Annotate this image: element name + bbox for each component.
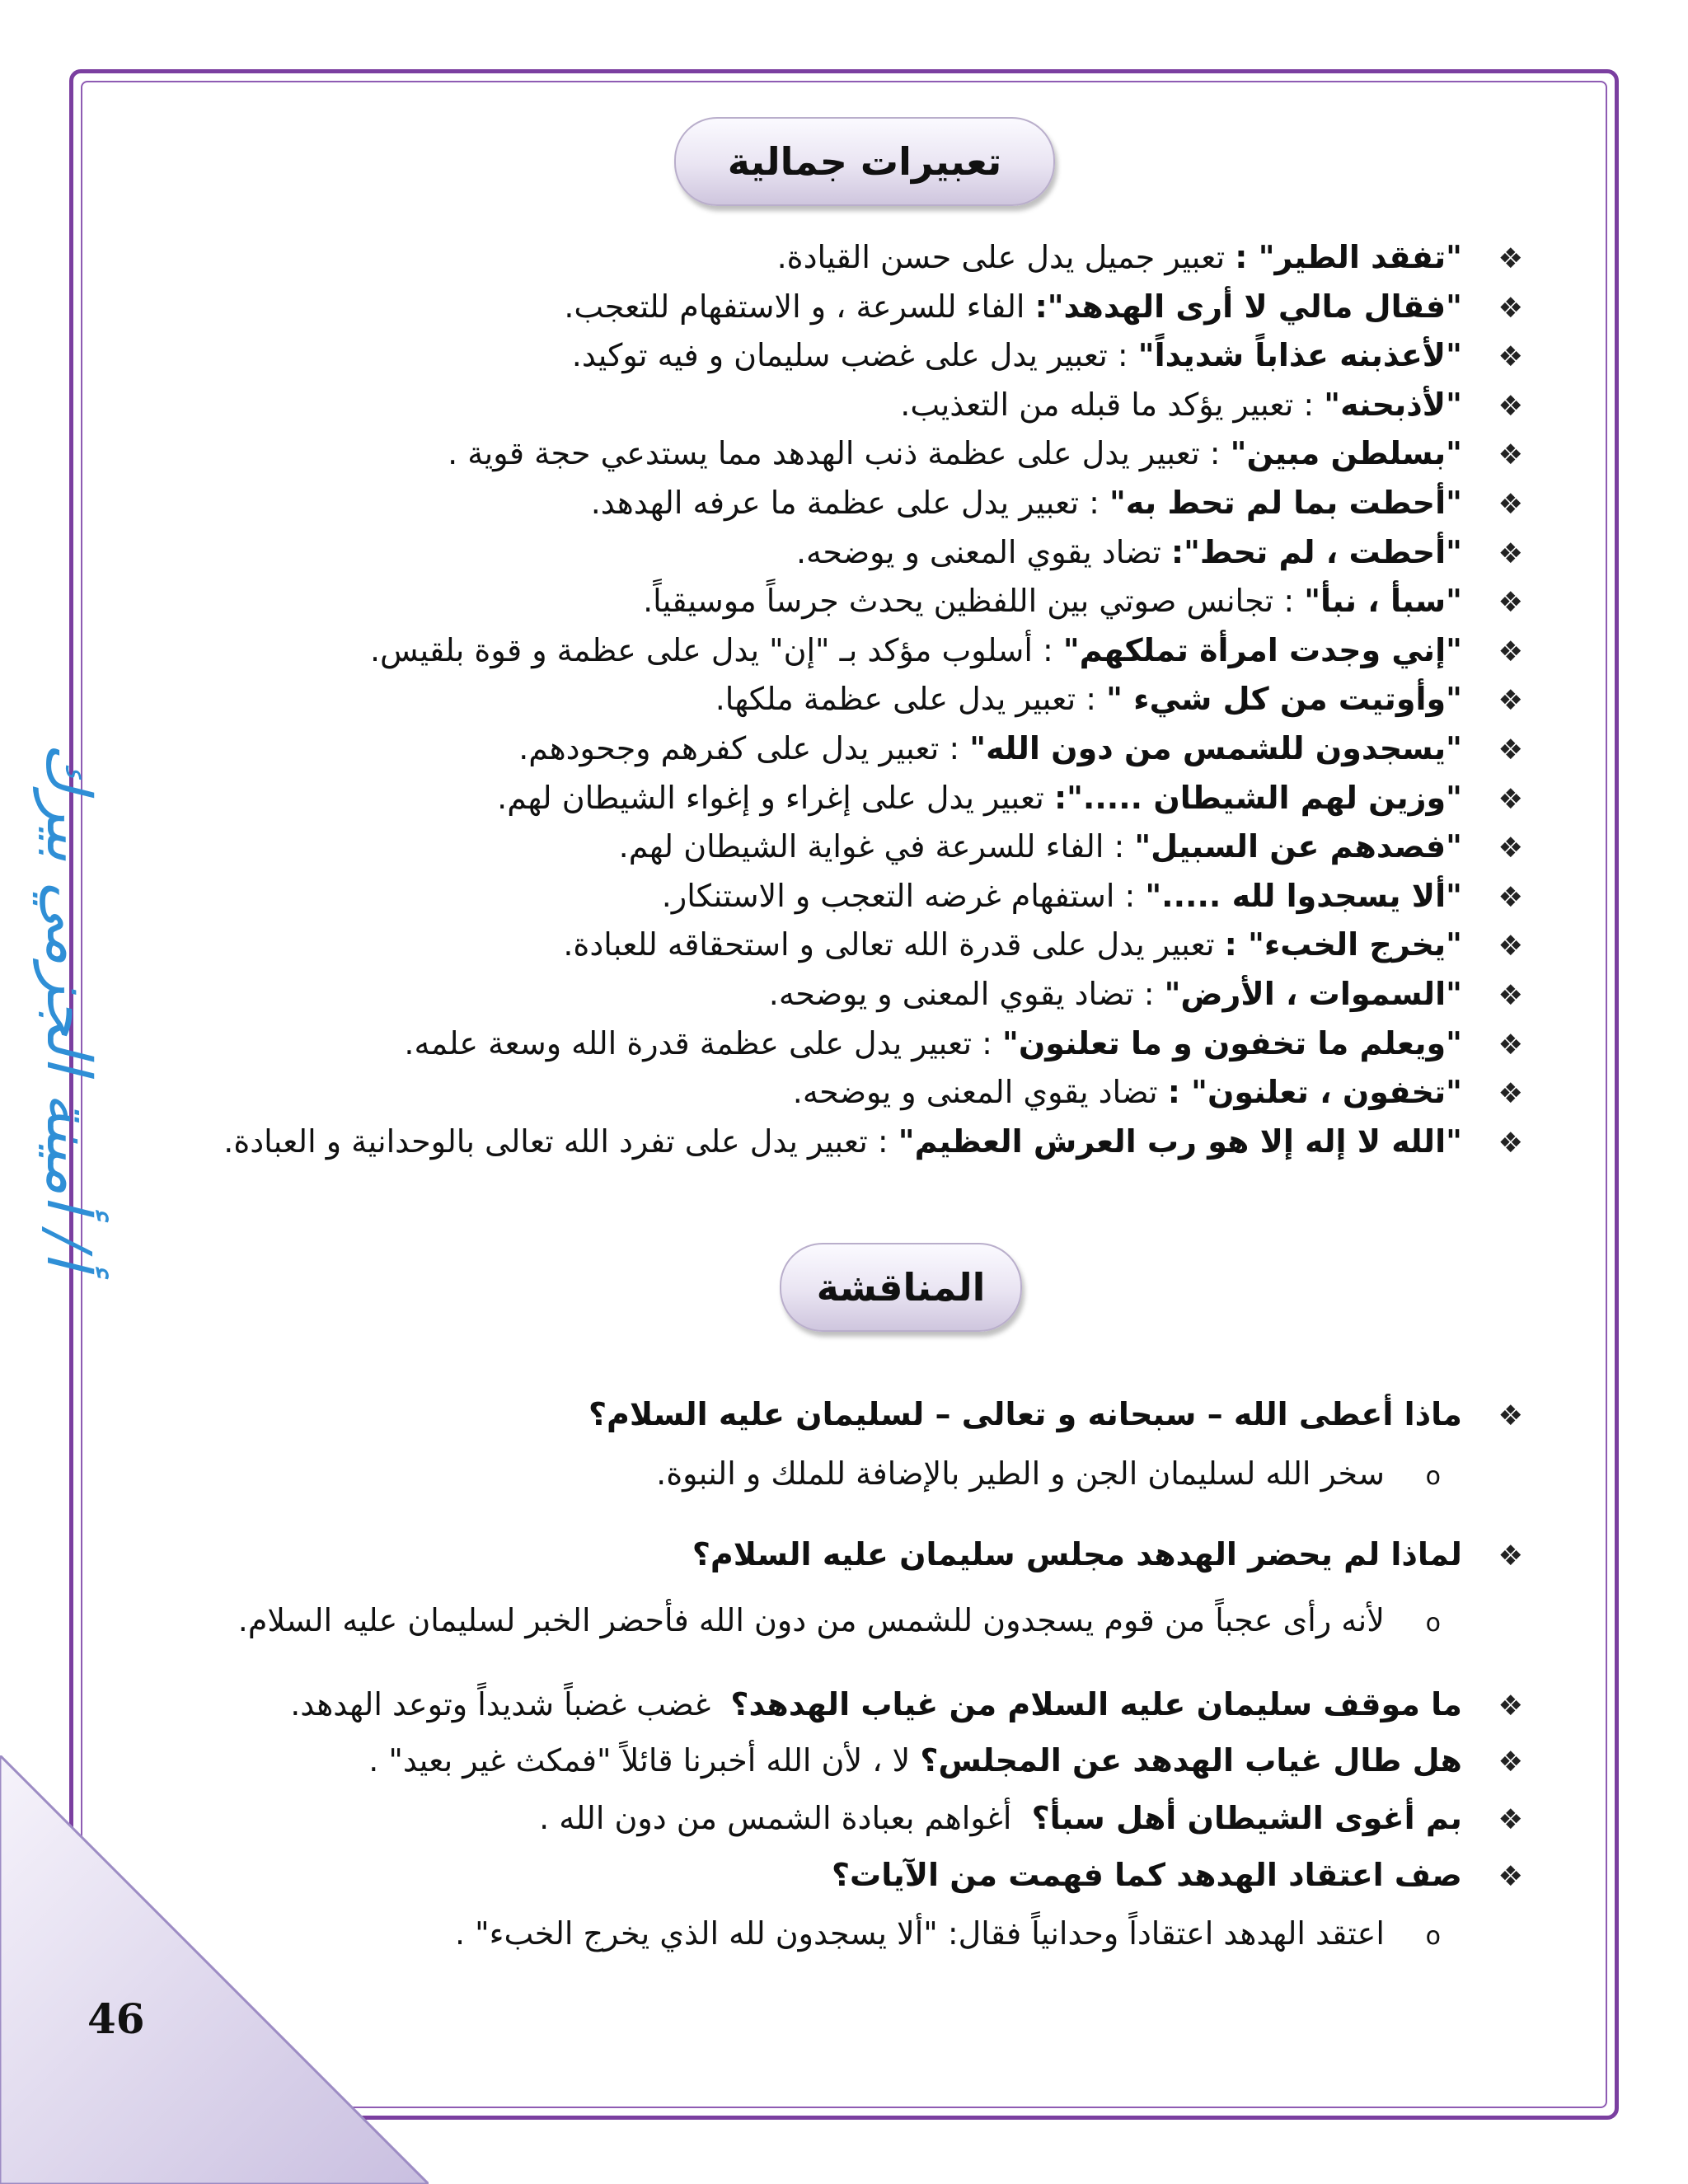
item-quote: "تخفون ، تعلنون" :: [1167, 1074, 1462, 1111]
item-quote: "سبأ ، نبأ": [1304, 583, 1462, 620]
diamond-bullet-icon: ❖: [1498, 1746, 1523, 1779]
item-text: تعبير يدل على إغراء و إغواء الشيطان لهم.: [497, 779, 1054, 816]
question-text: لماذا لم يحضر الهدهد مجلس سليمان عليه السلام؟: [692, 1536, 1462, 1572]
diamond-bullet-icon: ❖: [1498, 1860, 1523, 1893]
answer-text: سخر الله لسليمان الجن و الطير بالإضافة للملك و النبوة.: [656, 1455, 1385, 1492]
diamond-bullet-icon: ❖: [1498, 1803, 1523, 1836]
diamond-bullet-icon: ❖: [1498, 880, 1523, 914]
list-item: [122, 675, 1523, 724]
item-text: : تعبير يدل على تفرد الله تعالى بالوحدانية و العبادة.: [223, 1122, 898, 1160]
section-title-discussion: المناقشة: [780, 1243, 1022, 1332]
answer-text: اعتقد الهدهد اعتقاداً وحدانياً فقال: "ألا يسجدون لله الذي يخرج الخبء" .: [454, 1915, 1385, 1952]
diamond-bullet-icon: ❖: [1498, 537, 1523, 570]
item-quote: "الله لا إله إلا هو رب العرش العظيم": [898, 1122, 1462, 1160]
diamond-bullet-icon: ❖: [1498, 389, 1523, 423]
item-text: تعبير يدل على قدرة الله تعالى و استحقاقه للعبادة.: [563, 926, 1225, 963]
section-title-aesthetic-expressions: تعبيرات جمالية: [674, 117, 1055, 206]
list-item: [122, 1068, 1523, 1118]
item-text: : تعبير يدل على غضب سليمان و فيه توكيد.: [571, 337, 1138, 374]
page-number: 46: [87, 1994, 145, 2043]
diamond-bullet-icon: ❖: [1498, 340, 1523, 374]
item-quote: "وزين لهم الشيطان .....":: [1053, 779, 1462, 816]
item-text: : أسلوب مؤكد بـ "إن" يدل على عظمة و قوة بلقيس.: [369, 631, 1063, 668]
answer-text: أغواهم بعبادة الشمس من دون الله .: [539, 1800, 1012, 1836]
circle-bullet-icon: o: [1425, 1462, 1441, 1491]
list-item: [122, 331, 1523, 381]
question-text: ما موقف سليمان عليه السلام من غياب الهدهد؟: [730, 1686, 1462, 1722]
diamond-bullet-icon: ❖: [1498, 978, 1523, 1012]
list-item: [122, 774, 1523, 823]
item-text: الفاء للسرعة ، و الاستفهام للتعجب.: [564, 288, 1035, 325]
diamond-bullet-icon: ❖: [1498, 832, 1523, 865]
diamond-bullet-icon: ❖: [1498, 782, 1523, 816]
item-quote: "لأذبحنه": [1324, 386, 1462, 423]
item-text: تعبير جميل يدل على حسن القيادة.: [776, 239, 1236, 275]
question-2: [692, 1530, 1523, 1579]
diamond-bullet-icon: ❖: [1498, 635, 1523, 668]
item-quote: "بسلطن مبين": [1230, 435, 1462, 472]
item-quote: "إني وجدت امرأة تملكهم": [1062, 631, 1462, 668]
diamond-bullet-icon: ❖: [1498, 1028, 1523, 1062]
question-6: [832, 1850, 1523, 1900]
item-text: : تجانس صوتي بين اللفظين يحدث جرساً موسيقياً.: [643, 583, 1305, 620]
side-signature: [7, 709, 130, 1302]
question-4: [368, 1736, 1523, 1785]
list-item: [122, 577, 1523, 626]
item-text: تضاد يقوي المعنى و يوضحه.: [792, 1074, 1168, 1111]
question-text: بم أغوى الشيطان أهل سبأ؟: [1031, 1800, 1462, 1836]
answer-2: [238, 1596, 1441, 1645]
question-3: [290, 1680, 1523, 1729]
item-text: : تعبير يدل على عظمة قدرة الله وسعة علمه.: [404, 1024, 1003, 1062]
list-item: [122, 1118, 1523, 1167]
item-quote: "لأعذبنه عذاباً شديداً": [1137, 337, 1462, 374]
item-text: : الفاء للسرعة في غواية الشيطان لهم.: [618, 828, 1135, 865]
item-text: : استفهام غرضه التعجب و الاستنكار.: [661, 877, 1146, 914]
diamond-bullet-icon: ❖: [1498, 487, 1523, 521]
item-quote: "فقال مالي لا أرى الهدهد":: [1034, 288, 1462, 325]
diamond-bullet-icon: ❖: [1498, 242, 1523, 275]
answer-text: غضب غضباً شديداً وتوعد الهدهد.: [290, 1686, 711, 1722]
diamond-bullet-icon: ❖: [1498, 1540, 1523, 1572]
list-item: [122, 724, 1523, 774]
item-quote: "وأوتيت من كل شيء ": [1106, 681, 1462, 718]
list-item: [122, 626, 1523, 676]
list-item: [122, 1019, 1523, 1069]
item-quote: "تفقد الطير" :: [1235, 239, 1462, 275]
list-item: [122, 921, 1523, 970]
list-item: [122, 283, 1523, 332]
diamond-bullet-icon: ❖: [1498, 438, 1523, 472]
list-item: [122, 381, 1523, 430]
question-text: صف اعتقاد الهدهد كما فهمت من الآيات؟: [831, 1857, 1462, 1893]
item-quote: "ألا يسجدوا لله .....": [1145, 877, 1462, 914]
item-text: : تعبير يدل على عظمة ذنب الهدهد مما يستدعي حجة قوية .: [448, 435, 1231, 472]
question-5: [539, 1793, 1523, 1843]
question-text: هل طال غياب الهدهد عن المجلس؟: [920, 1742, 1462, 1779]
answer-text: لا ، لأن الله أخبرنا قائلاً "فمكث غير بعيد" .: [368, 1742, 911, 1779]
answer-text: لأنه رأى عجباً من قوم يسجدون للشمس من دون الله فأحضر الخبر لسليمان عليه السلام.: [237, 1602, 1385, 1638]
item-text: : تعبير يدل على كفرهم وجحودهم.: [518, 729, 970, 766]
diamond-bullet-icon: ❖: [1498, 684, 1523, 718]
diamond-bullet-icon: ❖: [1498, 291, 1523, 325]
item-text: : تعبير يدل على عظمة ملكها.: [715, 681, 1107, 718]
corner-decoration: [0, 1755, 429, 2184]
diamond-bullet-icon: ❖: [1498, 1690, 1523, 1722]
item-quote: "فصدهم عن السبيل": [1134, 828, 1462, 865]
diamond-bullet-icon: ❖: [1498, 930, 1523, 963]
list-item: [122, 872, 1523, 921]
question-1: [588, 1390, 1523, 1439]
item-quote: "يسجدون للشمس من دون الله": [969, 729, 1462, 766]
diamond-bullet-icon: ❖: [1498, 1126, 1523, 1160]
side-signature-text: أ/ أمينة الجزمي بيرك: [33, 742, 104, 1269]
item-quote: "يخرج الخبء" :: [1224, 926, 1462, 963]
diamond-bullet-icon: ❖: [1498, 586, 1523, 620]
item-text: : تعبير يؤكد ما قبله من التعذيب.: [900, 386, 1325, 423]
answer-1: [656, 1449, 1441, 1498]
list-item: [122, 479, 1523, 528]
list-item: [122, 970, 1523, 1019]
item-text: : تضاد يقوي المعنى و يوضحه.: [768, 975, 1165, 1012]
item-text: تضاد يقوي المعنى و يوضحه.: [795, 533, 1171, 570]
list-item: [122, 823, 1523, 872]
answer-6: [455, 1909, 1441, 1958]
item-quote: "أحطت ، لم تحط":: [1170, 533, 1462, 570]
circle-bullet-icon: o: [1425, 1922, 1441, 1951]
item-quote: "أحطت بما لم تحط به": [1109, 484, 1462, 521]
expressions-list: [122, 233, 1523, 1166]
question-text: ماذا أعطى الله – سبحانه و تعالى – لسليمان عليه السلام؟: [588, 1396, 1462, 1432]
diamond-bullet-icon: ❖: [1498, 1077, 1523, 1111]
item-text: : تعبير يدل على عظمة ما عرفه الهدهد.: [590, 484, 1109, 521]
diamond-bullet-icon: ❖: [1498, 733, 1523, 766]
list-item: [122, 429, 1523, 479]
item-quote: "السموات ، الأرض": [1164, 975, 1462, 1012]
item-quote: "ويعلم ما تخفون و ما تعلنون": [1002, 1024, 1462, 1062]
diamond-bullet-icon: ❖: [1498, 1399, 1523, 1432]
list-item: [122, 233, 1523, 283]
circle-bullet-icon: o: [1425, 1609, 1441, 1638]
list-item: [122, 528, 1523, 578]
